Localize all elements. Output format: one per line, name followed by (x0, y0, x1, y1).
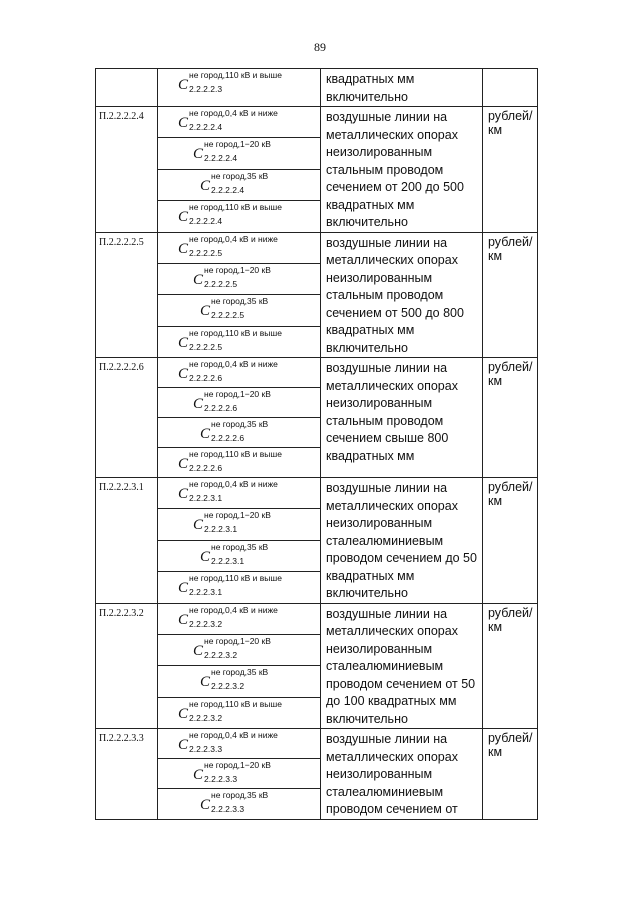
description-cell (321, 603, 483, 729)
formula-symbol: C (178, 611, 189, 628)
formula-superscript: не город,1−20 кВ (204, 635, 271, 646)
formula-symbol: C (200, 303, 211, 320)
formula-cell (158, 169, 321, 200)
formula-superscript: не город,0,4 кВ и ниже (189, 108, 278, 118)
tariff-table (95, 68, 538, 820)
unit-cell (483, 358, 538, 478)
description-cell (321, 478, 483, 604)
code-cell (96, 232, 158, 358)
formula-cell (158, 263, 321, 294)
formula-subscript: 2.2.2.2.4 (189, 122, 223, 132)
unit-text: рублей/км (488, 109, 533, 137)
formula-cell (158, 789, 321, 819)
unit-text: рублей/км (488, 731, 533, 759)
table-row (96, 107, 538, 138)
description-text: воздушные линии на металлических опорах неизолированным стальным проводом сечением свыше 800 квадратных мм (326, 361, 458, 463)
table-row (96, 603, 538, 634)
code-cell (96, 107, 158, 233)
formula-symbol: C (178, 366, 189, 382)
formula-subscript: 2.2.2.3.3 (211, 804, 245, 815)
formula-symbol: C (200, 797, 211, 814)
description-text: воздушные линии на металлических опорах неизолированным сталеалюминиевым проводом сечением от 50 до 100 квадратных мм включительно (326, 606, 476, 726)
formula-cell (158, 697, 321, 728)
formula-symbol: C (200, 426, 211, 442)
formula-symbol: C (193, 396, 204, 412)
row-code: П.2.2.2.2.4 (99, 111, 144, 122)
unit-cell-empty (483, 69, 538, 107)
formula-superscript: не город,35 кВ (211, 667, 269, 678)
formula-subscript: 2.2.2.3.1 (189, 493, 223, 503)
code-cell (96, 478, 158, 604)
code-cell (96, 603, 158, 729)
page-number: 89 (314, 40, 326, 54)
formula-superscript: не город,35 кВ (211, 541, 269, 552)
formula-symbol: C (193, 146, 204, 163)
formula-symbol: C (178, 209, 189, 226)
formula-cell (158, 69, 321, 107)
unit-text: рублей/км (488, 605, 533, 634)
formula-cell (158, 634, 321, 665)
formula-subscript: 2.2.2.3.1 (189, 587, 223, 598)
formula-cell (158, 478, 321, 509)
formula-symbol: C (193, 642, 204, 659)
formula-superscript: не город,110 кВ и выше (189, 573, 282, 584)
formula-cell (158, 358, 321, 388)
formula-subscript: 2.2.2.2.4 (189, 216, 223, 227)
formula-symbol: C (193, 517, 204, 534)
formula-superscript: не город,110 кВ и выше (189, 202, 282, 213)
formula-subscript: 2.2.2.3.3 (189, 744, 223, 754)
description-text: воздушные линии на металлических опорах неизолированным сталеалюминиевым проводом сечением до 50 квадратных мм включительно (326, 481, 477, 600)
formula-superscript: не город,1−20 кВ (204, 389, 271, 399)
formula-superscript: не город,0,4 кВ и ниже (189, 604, 278, 615)
formula-symbol: C (178, 456, 189, 472)
formula-cell (158, 448, 321, 478)
formula-symbol: C (200, 548, 211, 565)
formula-superscript: не город,1−20 кВ (204, 139, 271, 150)
row-code: П.2.2.2.2.5 (99, 236, 144, 248)
formula-symbol: C (178, 580, 189, 597)
description-cell (321, 107, 483, 233)
formula-subscript: 2.2.2.3.1 (204, 524, 238, 535)
formula-symbol: C (200, 674, 211, 691)
formula-symbol: C (178, 737, 189, 753)
description-text: воздушные линии на металлических опорах неизолированным стальным проводом сечением от 200 до 500 квадратных мм включительно (326, 110, 464, 229)
formula-cell (158, 418, 321, 448)
description-cell (321, 729, 483, 820)
code-cell-empty (96, 69, 158, 107)
formula-cell (158, 388, 321, 418)
description-text: воздушные линии на металлических опорах неизолированным стальным проводом сечением от 500 до 800 квадратных мм включительно (326, 235, 464, 355)
description-text: квадратных мм включительно (326, 72, 415, 104)
formula-subscript: 2.2.2.3.3 (204, 774, 238, 785)
row-code: П.2.2.2.3.2 (99, 607, 144, 619)
formula-subscript: 2.2.2.2.5 (204, 278, 238, 289)
formula-symbol: C (193, 271, 204, 288)
formula-superscript: не город,110 кВ и выше (189, 449, 282, 459)
description-cell (321, 69, 483, 107)
row-code: П.2.2.2.3.1 (99, 482, 144, 493)
unit-text: рублей/км (488, 234, 533, 263)
formula-superscript: не город,110 кВ и выше (189, 327, 282, 338)
formula-subscript: 2.2.2.3.2 (189, 712, 223, 723)
description-cell (321, 358, 483, 478)
table-row (96, 729, 538, 759)
formula-symbol: C (178, 486, 189, 502)
table-row (96, 478, 538, 509)
description-text: воздушные линии на металлических опорах неизолированным сталеалюминиевым проводом сечением от (326, 732, 458, 816)
formula-superscript: не город,110 кВ и выше (189, 698, 282, 709)
formula-subscript: 2.2.2.2.5 (189, 341, 223, 352)
unit-cell (483, 603, 538, 729)
row-code: П.2.2.2.2.6 (99, 362, 144, 373)
table-row (96, 358, 538, 388)
formula-subscript: 2.2.2.2.6 (189, 463, 223, 473)
formula-subscript: 2.2.2.2.4 (211, 184, 245, 195)
formula-subscript: 2.2.2.2.4 (204, 153, 238, 164)
table-row-continued (96, 69, 538, 107)
formula-symbol: C (178, 705, 189, 722)
formula-symbol: C (178, 334, 189, 351)
formula-symbol: C (193, 767, 204, 784)
unit-cell (483, 478, 538, 604)
formula-cell (158, 201, 321, 232)
formula-cell (158, 603, 321, 634)
formula-superscript: не город,35 кВ (211, 419, 269, 429)
formula-cell (158, 295, 321, 326)
unit-cell (483, 232, 538, 358)
formula-subscript: 2.2.2.3.2 (189, 618, 223, 629)
formula-cell (158, 729, 321, 759)
unit-text: рублей/км (488, 360, 533, 388)
formula-superscript: не город,0,4 кВ и ниже (189, 233, 278, 244)
formula-superscript: не город,35 кВ (211, 170, 269, 181)
formula-subscript: 2.2.2.2.6 (189, 373, 223, 383)
formula-superscript: не город,35 кВ (211, 790, 269, 801)
formula-cell (158, 232, 321, 263)
formula-symbol: C (178, 115, 189, 131)
unit-cell (483, 729, 538, 820)
formula-superscript: не город,0,4 кВ и ниже (189, 359, 278, 369)
formula-subscript: 2.2.2.2.3 (189, 84, 223, 94)
formula-cell (158, 666, 321, 697)
formula-cell (158, 138, 321, 169)
formula-superscript: не город,1−20 кВ (204, 510, 271, 521)
code-cell (96, 358, 158, 478)
formula-symbol: C (178, 77, 189, 93)
formula-subscript: 2.2.2.3.2 (211, 681, 245, 692)
description-cell (321, 232, 483, 358)
formula-cell (158, 540, 321, 571)
formula-symbol: C (178, 240, 189, 257)
table-row (96, 232, 538, 263)
formula-cell (158, 107, 321, 138)
formula-subscript: 2.2.2.2.5 (189, 247, 223, 258)
formula-cell (158, 759, 321, 789)
formula-superscript: не город,35 кВ (211, 296, 269, 307)
formula-subscript: 2.2.2.3.1 (211, 555, 245, 566)
formula-superscript: не город,1−20 кВ (204, 760, 271, 771)
unit-cell (483, 107, 538, 233)
formula-superscript: не город,110 кВ и выше (189, 70, 282, 80)
formula-subscript: 2.2.2.3.2 (204, 649, 238, 660)
formula-subscript: 2.2.2.2.6 (204, 403, 238, 413)
formula-superscript: не город,0,4 кВ и ниже (189, 730, 278, 740)
formula-cell (158, 509, 321, 540)
row-code: П.2.2.2.3.3 (99, 733, 144, 744)
unit-text: рублей/км (488, 480, 533, 508)
formula-cell (158, 326, 321, 357)
formula-symbol: C (200, 177, 211, 194)
formula-subscript: 2.2.2.2.6 (211, 433, 245, 443)
formula-subscript: 2.2.2.2.5 (211, 310, 245, 321)
formula-superscript: не город,1−20 кВ (204, 264, 271, 275)
formula-superscript: не город,0,4 кВ и ниже (189, 479, 278, 489)
code-cell (96, 729, 158, 820)
formula-cell (158, 572, 321, 603)
